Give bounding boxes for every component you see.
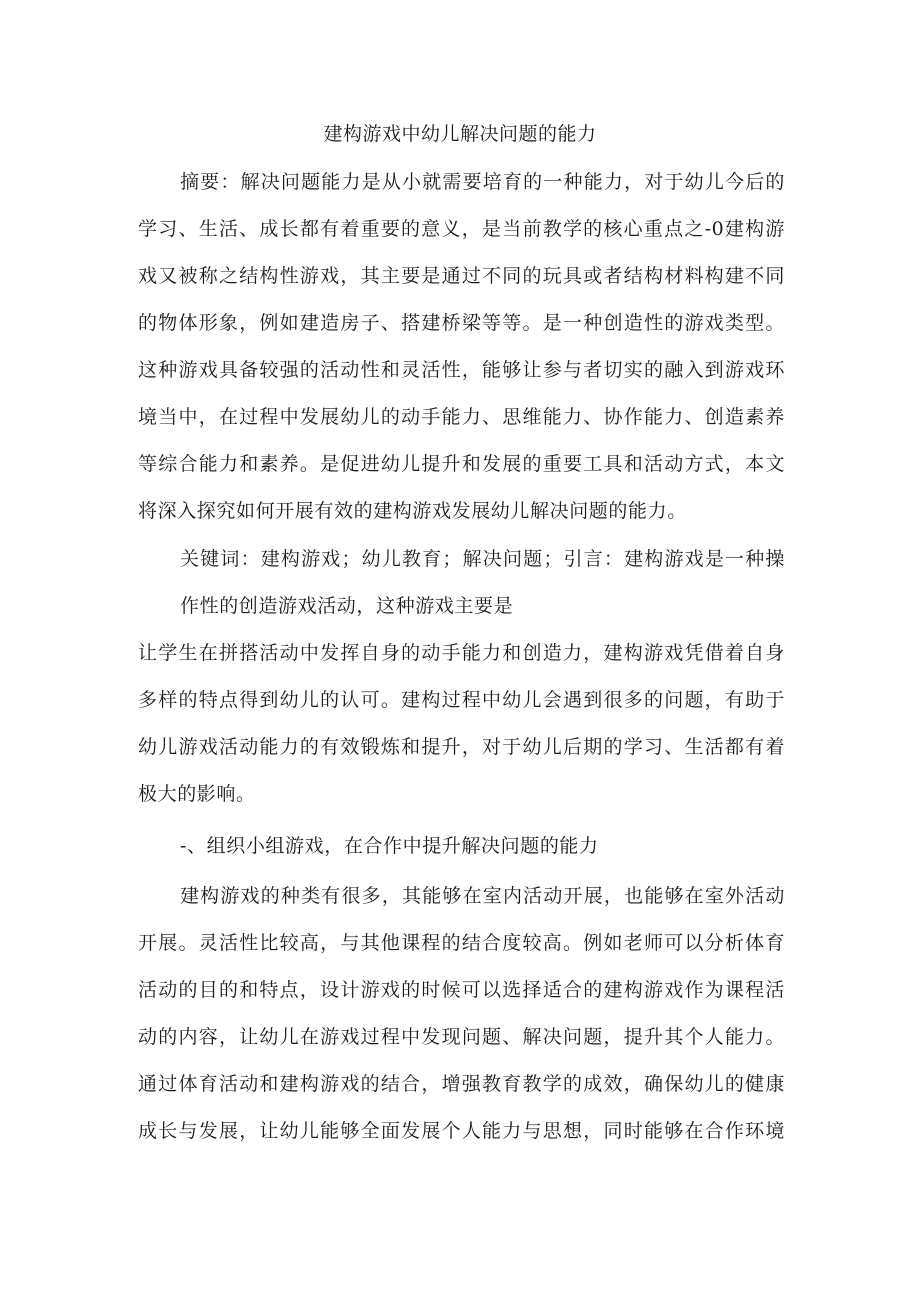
abstract-line-2: 学习、生活、成长都有着重要的意义，是当前教学的核心重点之-0建构游: [138, 218, 785, 240]
abstract-line-6: 境当中，在过程中发展幼儿的动手能力、思维能力、协作能力、创造素养: [138, 406, 785, 428]
section-line-6: 成长与发展，让幼儿能够全面发展个人能力与思想，同时能够在合作环境: [138, 1120, 785, 1142]
intro-line-4: 极大的影响。: [138, 783, 256, 805]
intro-line-2: 多样的特点得到幼儿的认可。建构过程中幼儿会遇到很多的问题，有助于: [138, 689, 785, 711]
section-line-2: 开展。灵活性比较高，与其他课程的结合度较高。例如老师可以分析体育: [138, 932, 785, 954]
section-heading: -、组织小组游戏，在合作中提升解决问题的能力: [180, 835, 599, 857]
document-title: 建构游戏中幼儿解决问题的能力: [323, 123, 597, 145]
keywords-line-2: 作性的创造游戏活动，这种游戏主要是: [180, 595, 514, 617]
abstract-line-4: 的物体形象，例如建造房子、搭建桥梁等等。是一种创造性的游戏类型。: [138, 312, 785, 334]
abstract-line-7: 等综合能力和素养。是促进幼儿提升和发展的重要工具和活动方式，本文: [138, 453, 785, 475]
abstract-line-1: 摘要：解决问题能力是从小就需要培育的一种能力，对于幼儿今后的: [180, 171, 785, 193]
section-line-4: 动的内容，让幼儿在游戏过程中发现问题、解决问题，提升其个人能力。: [138, 1026, 785, 1048]
intro-line-3: 幼儿游戏活动能力的有效锻炼和提升，对于幼儿后期的学习、生活都有着: [138, 736, 785, 758]
keywords-line-1: 关键词：建构游戏；幼儿教育；解决问题；引言：建构游戏是一种操: [180, 548, 785, 570]
section-line-5: 通过体育活动和建构游戏的结合，增强教育教学的成效，确保幼儿的健康: [138, 1073, 785, 1095]
abstract-line-3: 戏又被称之结构性游戏，其主要是通过不同的玩具或者结构材料构建不同: [138, 265, 785, 287]
section-line-3: 活动的目的和特点，设计游戏的时候可以选择适合的建构游戏作为课程活: [138, 979, 785, 1001]
abstract-line-8: 将深入探究如何开展有效的建构游戏发展幼儿解决问题的能力。: [138, 500, 687, 522]
section-line-1: 建构游戏的种类有很多，其能够在室内活动开展，也能够在室外活动: [180, 885, 785, 907]
intro-line-1: 让学生在拼搭活动中发挥自身的动手能力和创造力，建构游戏凭借着自身: [138, 642, 785, 664]
abstract-line-5: 这种游戏具备较强的活动性和灵活性，能够让参与者切实的融入到游戏环: [138, 359, 785, 381]
